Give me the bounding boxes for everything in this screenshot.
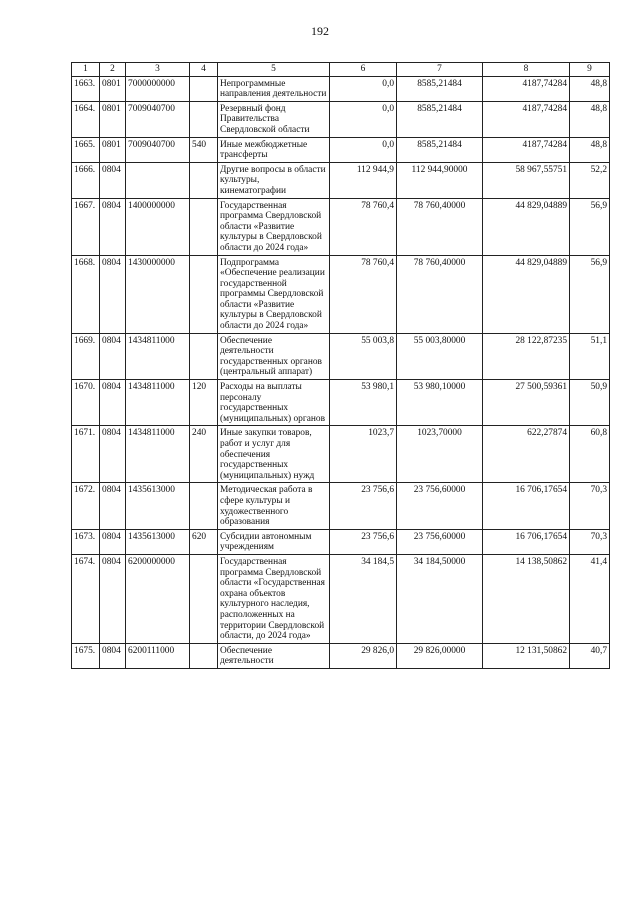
approved-amount: 112 944,9: [330, 162, 397, 198]
table-row: [72, 255, 610, 333]
executed-amount: 12 131,50862: [483, 643, 570, 668]
approved-amount: 0,0: [330, 101, 397, 137]
target-article-code: 7009040700: [126, 101, 190, 137]
item-name: Методическая работа в сфере культуры и художественного образования: [218, 483, 330, 529]
table-row: [72, 529, 610, 554]
item-name: Обеспечение деятельности: [218, 643, 330, 668]
column-header: 5: [218, 63, 330, 77]
executed-amount: 44 829,04889: [483, 198, 570, 255]
approved-amount: 78 760,4: [330, 198, 397, 255]
executed-amount: 16 706,17654: [483, 483, 570, 529]
column-header: 4: [190, 63, 218, 77]
section-code: 0804: [100, 483, 126, 529]
revised-amount: 1023,70000: [397, 426, 483, 483]
column-header: 8: [483, 63, 570, 77]
table-row: [72, 554, 610, 643]
column-header: 2: [100, 63, 126, 77]
executed-amount: 58 967,55751: [483, 162, 570, 198]
execution-percent: 41,4: [570, 554, 610, 643]
target-article-code: 1434811000: [126, 426, 190, 483]
revised-amount: 53 980,10000: [397, 380, 483, 426]
expense-type-code: [190, 554, 218, 643]
executed-amount: 4187,74284: [483, 76, 570, 101]
row-number: 1673.: [72, 529, 100, 554]
approved-amount: 23 756,6: [330, 529, 397, 554]
executed-amount: 4187,74284: [483, 101, 570, 137]
item-name: Подпрограмма «Обеспечение реализации государственной программы Свердловской области «Развитие культуры в Свердловской области до 2024 года»: [218, 255, 330, 333]
execution-percent: 56,9: [570, 255, 610, 333]
execution-percent: 50,9: [570, 380, 610, 426]
execution-percent: 40,7: [570, 643, 610, 668]
approved-amount: 34 184,5: [330, 554, 397, 643]
expense-type-code: [190, 101, 218, 137]
page-number: 192: [311, 24, 329, 38]
target-article-code: 1434811000: [126, 333, 190, 379]
approved-amount: 0,0: [330, 137, 397, 162]
section-code: 0804: [100, 426, 126, 483]
row-number: 1666.: [72, 162, 100, 198]
row-number: 1663.: [72, 76, 100, 101]
table-row: [72, 137, 610, 162]
target-article-code: [126, 162, 190, 198]
table-row: [72, 162, 610, 198]
expense-type-code: [190, 333, 218, 379]
row-number: 1667.: [72, 198, 100, 255]
section-code: 0804: [100, 198, 126, 255]
table-row: [72, 76, 610, 101]
approved-amount: 78 760,4: [330, 255, 397, 333]
expense-type-code: [190, 198, 218, 255]
execution-percent: 51,1: [570, 333, 610, 379]
section-code: 0804: [100, 255, 126, 333]
target-article-code: 6200111000: [126, 643, 190, 668]
execution-percent: 48,8: [570, 76, 610, 101]
row-number: 1672.: [72, 483, 100, 529]
table-row: [72, 426, 610, 483]
revised-amount: 8585,21484: [397, 137, 483, 162]
table-row: [72, 643, 610, 668]
row-number: 1669.: [72, 333, 100, 379]
item-name: Непрограммные направления деятельности: [218, 76, 330, 101]
execution-percent: 56,9: [570, 198, 610, 255]
column-header: 1: [72, 63, 100, 77]
row-number: 1664.: [72, 101, 100, 137]
row-number: 1668.: [72, 255, 100, 333]
executed-amount: 27 500,59361: [483, 380, 570, 426]
table-row: [72, 333, 610, 379]
revised-amount: 112 944,90000: [397, 162, 483, 198]
revised-amount: 8585,21484: [397, 76, 483, 101]
budget-table: [71, 62, 610, 669]
expense-type-code: 120: [190, 380, 218, 426]
approved-amount: 29 826,0: [330, 643, 397, 668]
item-name: Иные закупки товаров, работ и услуг для обеспечения государственных (муниципальных) нужд: [218, 426, 330, 483]
expense-type-code: [190, 162, 218, 198]
item-name: Обеспечение деятельности государственных органов (центральный аппарат): [218, 333, 330, 379]
item-name: Расходы на выплаты персоналу государственных (муниципальных) органов: [218, 380, 330, 426]
item-name: Субсидии автономным учреждениям: [218, 529, 330, 554]
section-code: 0804: [100, 380, 126, 426]
executed-amount: 16 706,17654: [483, 529, 570, 554]
execution-percent: 70,3: [570, 529, 610, 554]
target-article-code: 1435613000: [126, 483, 190, 529]
executed-amount: 622,27874: [483, 426, 570, 483]
expense-type-code: [190, 643, 218, 668]
expense-type-code: [190, 483, 218, 529]
execution-percent: 48,8: [570, 101, 610, 137]
table-row: [72, 101, 610, 137]
column-header: 9: [570, 63, 610, 77]
column-header: 7: [397, 63, 483, 77]
approved-amount: 55 003,8: [330, 333, 397, 379]
row-number: 1675.: [72, 643, 100, 668]
expense-type-code: 620: [190, 529, 218, 554]
header-row: [72, 63, 610, 77]
item-name: Резервный фонд Правительства Свердловской области: [218, 101, 330, 137]
item-name: Государственная программа Свердловской области «Государственная охрана объектов культурного наследия, расположенных на территории Свердловской области, до 2024 года»: [218, 554, 330, 643]
row-number: 1671.: [72, 426, 100, 483]
target-article-code: 1430000000: [126, 255, 190, 333]
row-number: 1665.: [72, 137, 100, 162]
row-number: 1674.: [72, 554, 100, 643]
executed-amount: 44 829,04889: [483, 255, 570, 333]
section-code: 0804: [100, 554, 126, 643]
target-article-code: 1434811000: [126, 380, 190, 426]
item-name: Иные межбюджетные трансферты: [218, 137, 330, 162]
table-body: [72, 76, 610, 668]
execution-percent: 70,3: [570, 483, 610, 529]
revised-amount: 55 003,80000: [397, 333, 483, 379]
revised-amount: 78 760,40000: [397, 198, 483, 255]
expense-type-code: 240: [190, 426, 218, 483]
section-code: 0804: [100, 333, 126, 379]
table-row: [72, 198, 610, 255]
execution-percent: 48,8: [570, 137, 610, 162]
approved-amount: 0,0: [330, 76, 397, 101]
executed-amount: 14 138,50862: [483, 554, 570, 643]
target-article-code: 1400000000: [126, 198, 190, 255]
target-article-code: 7009040700: [126, 137, 190, 162]
executed-amount: 4187,74284: [483, 137, 570, 162]
revised-amount: 34 184,50000: [397, 554, 483, 643]
execution-percent: 60,8: [570, 426, 610, 483]
section-code: 0801: [100, 137, 126, 162]
item-name: Другие вопросы в области культуры, кинематографии: [218, 162, 330, 198]
approved-amount: 1023,7: [330, 426, 397, 483]
expense-type-code: 540: [190, 137, 218, 162]
revised-amount: 29 826,00000: [397, 643, 483, 668]
item-name: Государственная программа Свердловской области «Развитие культуры в Свердловской области до 2024 года»: [218, 198, 330, 255]
approved-amount: 53 980,1: [330, 380, 397, 426]
column-header: 6: [330, 63, 397, 77]
section-code: 0804: [100, 162, 126, 198]
section-code: 0804: [100, 643, 126, 668]
target-article-code: 6200000000: [126, 554, 190, 643]
column-header: 3: [126, 63, 190, 77]
revised-amount: 23 756,60000: [397, 529, 483, 554]
execution-percent: 52,2: [570, 162, 610, 198]
expense-type-code: [190, 76, 218, 101]
approved-amount: 23 756,6: [330, 483, 397, 529]
target-article-code: 1435613000: [126, 529, 190, 554]
executed-amount: 28 122,87235: [483, 333, 570, 379]
target-article-code: 7000000000: [126, 76, 190, 101]
section-code: 0804: [100, 529, 126, 554]
revised-amount: 23 756,60000: [397, 483, 483, 529]
row-number: 1670.: [72, 380, 100, 426]
section-code: 0801: [100, 101, 126, 137]
revised-amount: 78 760,40000: [397, 255, 483, 333]
expense-type-code: [190, 255, 218, 333]
table-row: [72, 483, 610, 529]
revised-amount: 8585,21484: [397, 101, 483, 137]
section-code: 0801: [100, 76, 126, 101]
table-row: [72, 380, 610, 426]
